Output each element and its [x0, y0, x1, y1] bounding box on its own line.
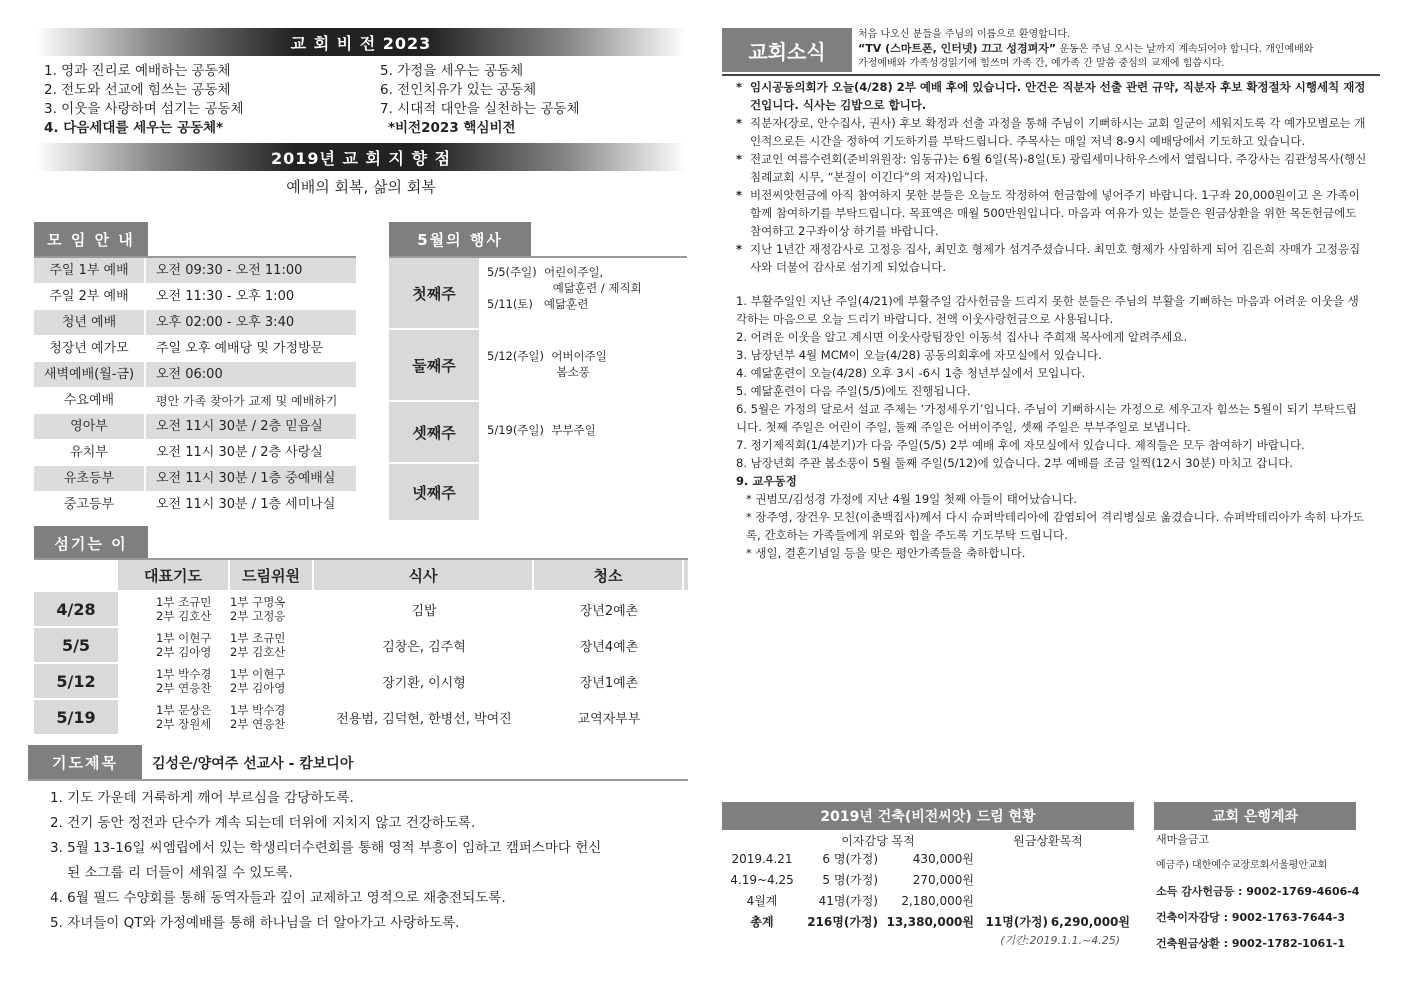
- meeting-name: 유치부: [34, 440, 146, 465]
- vision-list-right: [380, 62, 680, 138]
- meeting-row: [34, 388, 356, 414]
- servers-clean: 교역자부부: [577, 711, 641, 727]
- events-title: [389, 222, 531, 256]
- news-text: 전교인 여름수련회(준비위원장: 임동규)는 6월 6일(목)-8일(토) 광림세미나하우스에서 열립니다. 주강사는 김관성목사(행신침례교회 시무, “본질이 이긴다”의 저자)입니다.: [750, 152, 1367, 184]
- servers-header-cell: 대표기도: [118, 560, 230, 590]
- servers-header-cell: 식사: [314, 560, 534, 590]
- direction-title: [36, 143, 686, 171]
- building-row: [722, 869, 1134, 890]
- meeting-name: 청장년 예가모: [34, 336, 146, 361]
- prayer-item: 5. 자녀들이 QT와 가정예배를 통해 하나님을 더 알아가고 사랑하도록.: [50, 915, 460, 931]
- vision-title: [36, 28, 686, 56]
- servers-dream: [230, 592, 314, 626]
- news-num-item: 9. 교우동정: [736, 474, 797, 488]
- news-text: 임시공동의회가 오늘(4/28) 2부 예배 후에 있습니다. 안건은 직분자 선출 관련 규약, 직분자 후보 확정절차 시행세칙 재정 건입니다. 식사는 김밥으로 합니다.: [750, 80, 1366, 112]
- news-num-item: 3. 남장년부 4월 MCM이 오늘(4/28) 공동의회후에 자모실에서 있습니다.: [736, 348, 1102, 362]
- vision-title-text: 교 회 비 전 2023: [290, 33, 432, 53]
- event-week: 넷째주: [389, 464, 479, 520]
- meeting-name: 중고등부: [34, 492, 146, 517]
- event-row: [389, 464, 687, 520]
- news-rule: [722, 74, 1380, 76]
- meeting-time: 오전 11시 30분 / 2층 믿음실: [146, 414, 356, 439]
- bank-info: [1156, 827, 1376, 957]
- building-period: (기간:2019.1.1.~4.25): [1000, 934, 1120, 947]
- servers-dream: [230, 700, 314, 734]
- meetings-title: [34, 222, 148, 256]
- meeting-name: 청년 예배: [34, 310, 146, 335]
- bank-line: 건축원금상환 : 9002-1782-1061-1: [1156, 937, 1346, 950]
- prayer-item: 3. 5월 13-16일 씨엠립에서 있는 학생리더수련회를 통해 영적 부흥이 임하고 캠퍼스마다 헌신: [50, 840, 602, 856]
- prayer-item: 2. 건기 동안 정전과 단수가 계속 되는데 더위에 지치지 않고 건강하도록.: [50, 815, 476, 831]
- meeting-row: [34, 440, 356, 466]
- servers-name: 1부 조규민: [230, 631, 286, 645]
- meeting-time: 오전 11시 30분 / 1층 세미나실: [156, 497, 336, 512]
- servers-dream: [230, 664, 314, 698]
- welcome-slogan: “TV (스마트폰, 인터넷) 끄고 성경펴자”: [858, 42, 1057, 55]
- prayer-item: 4. 6월 필드 수양회를 통해 동역자들과 깊이 교제하고 영적으로 재충전되도록.: [50, 890, 506, 906]
- prayer-list: [50, 786, 680, 936]
- meeting-row: [34, 492, 356, 518]
- welcome-line: [858, 42, 1372, 57]
- building-total-row: [722, 911, 1134, 932]
- servers-name: 1부 이현구: [156, 631, 212, 645]
- building-header-cell: 원금상환목적: [1013, 833, 1083, 848]
- servers-prayer: [118, 700, 230, 734]
- news-num-item: 8. 남장년회 주관 봄소풍이 5월 둘째 주일(5/12)에 있습니다. 2부 예배를 조금 일찍(12시 30분) 마치고 갑니다.: [736, 456, 1294, 470]
- servers-clean: 장년2예촌: [579, 603, 639, 619]
- news-star-item: * 전교인 여름수련회(준비위원장: 임동규)는 6월 6일(목)-8일(토) 광림세미나하우스에서 열립니다. 주강사는 김관성목사(행신침례교회 시무, “본질이 이긴다”의 저자)입니다.: [736, 152, 1367, 184]
- servers-meal: 김창은, 김주혁: [382, 639, 466, 655]
- vision-item: 2. 전도와 선교에 힘쓰는 공동체: [44, 82, 231, 98]
- event-week: 둘째주: [389, 330, 479, 400]
- bank-line: 예금주) 대한예수교장로회서울평안교회: [1156, 860, 1328, 871]
- servers-row: [34, 592, 688, 626]
- servers-name: 2부 고정응: [230, 609, 286, 623]
- news-num-item: 1. 부활주일인 지난 주일(4/21)에 부활주일 감사헌금을 드리지 못한 분들은 주님의 부활을 기뻐하는 마음과 어려운 이웃을 생각하는 마음으로 오늘 드리기 바랍니다. 전액 이웃사랑헌금으로 사용됩니다.: [736, 294, 1359, 326]
- bank-line: 새마을금고: [1156, 833, 1210, 846]
- news-num-item: 5. 예닮훈련이 다음 주일(5/5)에도 진행됩니다.: [736, 384, 971, 398]
- building-cell: 6 명(가정): [822, 852, 878, 866]
- building-cell: 총계: [750, 915, 774, 929]
- meeting-row: [34, 310, 356, 336]
- event-row: [389, 258, 687, 328]
- meeting-name: 주일 1부 예배: [34, 258, 146, 283]
- meeting-row: [34, 258, 356, 284]
- news-num-item: 7. 정기제직회(1/4분기)가 다음 주일(5/5) 2부 예배 후에 자모실에서 있습니다. 제직들은 모두 참여하기 바랍니다.: [736, 438, 1305, 452]
- news-body: [736, 78, 1368, 562]
- meeting-name: 수요예배: [34, 388, 146, 413]
- meeting-time: 오후 02:00 - 오후 3:40: [146, 310, 356, 335]
- event-desc: [479, 464, 487, 520]
- prayer-subject: 김성은/양여주 선교사 - 캄보디아: [152, 756, 354, 772]
- servers-name: 1부 박수경: [230, 703, 286, 717]
- meetings-title-text: 모 임 안 내: [47, 230, 135, 249]
- servers-name: 2부 장원세: [156, 717, 212, 731]
- building-cell: 13,380,000원: [886, 915, 974, 929]
- building-cell: 11명(가정): [985, 915, 1048, 929]
- meetings-table: [34, 256, 356, 518]
- building-cell: 2,180,000원: [901, 894, 974, 908]
- building-row: [722, 890, 1134, 911]
- news-text: 지난 1년간 재정감사로 고정응 집사, 최민호 형제가 섬겨주셨습니다. 최민호 형제가 사임하게 되어 김은희 자매가 고정응집사와 더불어 감사로 섬기게 되었습니다.: [750, 242, 1361, 274]
- prayer-rule: [28, 779, 688, 781]
- servers-title-text: 섬기는 이: [54, 534, 128, 553]
- servers-header-cell: [34, 560, 118, 590]
- news-num-item: 4. 예닮훈련이 오늘(4/28) 오후 3시 -6시 1층 청년부실에서 모입니다.: [736, 366, 1086, 380]
- bank-title-text: 교회 은행계좌: [1211, 809, 1299, 825]
- building-title-text: 2019년 건축(비전씨앗) 드림 현황: [820, 809, 1036, 825]
- servers-table: [34, 558, 688, 734]
- vision-list-left: [44, 62, 374, 138]
- news-text: 비전씨앗헌금에 아직 참여하지 못한 분들은 오늘도 작정하여 헌금함에 넣어주기 바랍니다. 1구좌 20,000원이고 온 가족이 함께 참여하기를 부탁드립니다. 목표액은 매월 500만원입니다. 마음과 여유가 있는 분들은 원금상환을 위한 목돈헌금에도 참여하고 2구좌이상 하기를 바랍니다.: [750, 188, 1360, 238]
- servers-prayer: [118, 628, 230, 662]
- servers-row: [34, 664, 688, 698]
- building-cell: 6,290,000원: [1050, 915, 1130, 929]
- meeting-time: 오전 11시 30분 / 1층 중예배실: [146, 466, 356, 491]
- vision-item: 5. 가정을 세우는 공동체: [380, 63, 524, 79]
- events-table: [389, 256, 687, 522]
- meeting-row: [34, 284, 356, 310]
- meeting-name: 영아부: [34, 414, 146, 439]
- meeting-row: [34, 336, 356, 362]
- building-cell: 216명(가정): [807, 915, 878, 929]
- building-table: [722, 832, 1134, 948]
- servers-name: 1부 이현구: [230, 667, 286, 681]
- meeting-row: [34, 414, 356, 440]
- meeting-name: 유초등부: [34, 466, 146, 491]
- welcome-text: 운동은 주님 오시는 날까지 계속되어야 합니다. 개인예배와: [1056, 44, 1314, 55]
- vision-item: 6. 전인치유가 있는 공동체: [380, 82, 537, 98]
- servers-date: 5/12: [34, 664, 118, 698]
- vision-note: *비전2023 핵심비전: [388, 120, 516, 136]
- news-title: [722, 28, 852, 72]
- prayer-item: 1. 기도 가운데 거룩하게 깨어 부르심을 감당하도록.: [50, 790, 354, 806]
- servers-name: 2부 김아영: [230, 681, 286, 695]
- servers-row: [34, 628, 688, 662]
- meeting-time: 오전 11시 30분 / 2층 사랑실: [156, 445, 323, 460]
- prayer-title: [28, 745, 142, 779]
- meeting-name: 주일 2부 예배: [34, 284, 146, 309]
- event-desc: 5/12(주일) 어버이주일 봄소풍: [487, 349, 607, 379]
- vision-item: 1. 영과 진리로 예배하는 공동체: [44, 63, 231, 79]
- building-header: [722, 832, 1134, 848]
- servers-name: 2부 연응찬: [156, 681, 212, 695]
- event-week: 첫째주: [389, 258, 479, 328]
- servers-prayer: [118, 664, 230, 698]
- news-star-item: * 직분자(장로, 안수집사, 권사) 후보 확정과 선출 과정을 통해 주님이 기뻐하시는 교회 일군이 세워지도록 각 예가모별로는 개인적으로든 시간을 정하여 기도하기를 부탁드립니다. 주목사는 매일 저녁 8-9시 예배당에서 기도하고 있습니다.: [736, 114, 1368, 150]
- servers-header-cell: 청소: [534, 560, 684, 590]
- vision-item-core: 4. 다음세대를 세우는 공동체*: [44, 120, 224, 136]
- servers-meal: 전용범, 김덕현, 한병선, 박여진: [336, 711, 512, 727]
- servers-date: 5/5: [34, 628, 118, 662]
- servers-clean: 장년1예촌: [579, 675, 639, 691]
- direction-title-text: 2019년 교 회 지 향 점: [270, 148, 452, 168]
- news-title-text: 교회소식: [748, 39, 826, 64]
- event-week: 셋째주: [389, 402, 479, 462]
- meeting-time: 주일 오후 예배당 및 가정방문: [156, 341, 324, 356]
- vision-item: 7. 시대적 대안을 실천하는 공동체: [380, 101, 580, 117]
- servers-date: 4/28: [34, 592, 118, 626]
- servers-name: 1부 조규민: [156, 595, 212, 609]
- news-num-item: 6. 5월은 가정의 달로서 설교 주제는 ‘가정세우기’입니다. 주님이 기뻐하시는 가정으로 세우고자 힘쓰는 5월이 되기 부탁드립니다. 첫째 주일은 어린이 주일, 둘째 주일은 어버이주일, 셋째 주일은 부부주일로 보냅니다.: [736, 402, 1357, 434]
- meeting-name: 새벽예배(월-금): [34, 362, 146, 387]
- servers-name: 2부 김호산: [156, 609, 212, 623]
- bank-line: 건축이자감당 : 9002-1763-7644-3: [1156, 911, 1346, 924]
- meeting-time: 오전 11:30 - 오후 1:00: [156, 289, 295, 304]
- building-title: [722, 802, 1134, 830]
- news-welcome: [858, 28, 1372, 71]
- servers-meal: 장기환, 이시형: [382, 675, 466, 691]
- vision-item: 3. 이웃을 사랑하며 섬기는 공동체: [44, 101, 244, 117]
- bank-line: 소득 감사헌금등 : 9002-1769-4606-4: [1156, 885, 1360, 898]
- servers-dream: [230, 628, 314, 662]
- servers-date: 5/19: [34, 700, 118, 734]
- building-header-cell: 이자감당 목적: [841, 833, 915, 848]
- servers-name: 2부 김아영: [156, 645, 212, 659]
- welcome-line: 처음 나오신 분들을 주님의 이름으로 환영합니다.: [858, 29, 1071, 40]
- meeting-row: [34, 466, 356, 492]
- meeting-time: 평안 가족 찾아가 교제 및 예배하기: [156, 394, 338, 408]
- building-cell: 5 명(가정): [822, 873, 878, 887]
- servers-meal: 김밥: [411, 603, 437, 619]
- servers-header-cell: 드림위원: [230, 560, 314, 590]
- servers-clean: 장년4예촌: [579, 639, 639, 655]
- building-cell: 4월계: [746, 894, 778, 908]
- servers-prayer: [118, 592, 230, 626]
- servers-name: 1부 문상은: [156, 703, 212, 717]
- event-desc: 5/19(주일) 부부주일: [487, 423, 596, 437]
- event-desc: 5/5(주일) 어린이주일, 예닮훈련 / 제직회 5/11(토) 예닮훈련: [487, 265, 642, 311]
- events-title-text: 5월의 행사: [417, 230, 503, 249]
- bank-title: [1154, 802, 1356, 830]
- prayer-item: 된 소그룹 리 더들이 세워질 수 있도록.: [50, 865, 293, 881]
- news-text: 직분자(장로, 안수집사, 권사) 후보 확정과 선출 과정을 통해 주님이 기뻐하시는 교회 일군이 세워지도록 각 예가모별로는 개인적으로든 시간을 정하여 기도하기를 부탁드립니다. 주목사는 매일 저녁 8-9시 예배당에서 기도하고 있습니다.: [750, 116, 1366, 148]
- event-row: [389, 402, 687, 462]
- building-row: [722, 848, 1134, 869]
- welcome-line: 가정예배와 가족성경읽기에 힘쓰며 가족 간, 예가족 간 말씀 중심의 교제에 힘씁시다.: [858, 58, 1225, 69]
- building-cell: 41명(가정): [818, 894, 878, 908]
- news-sub-item: * 생일, 결혼기념일 등을 맞은 평안가족들을 축하합니다.: [746, 546, 1026, 560]
- servers-name: 1부 구명옥: [230, 595, 286, 609]
- servers-title: [34, 526, 148, 560]
- news-sub-item: * 장주영, 장건우 모친(이춘백집사)께서 다시 슈퍼박테리아에 감염되어 격리병실로 옮겼습니다. 슈퍼박테리아가 속히 나가도록, 간호하는 가족들에게 위로와 힘을 주도록 기도부탁 드립니다.: [746, 510, 1364, 542]
- servers-row: [34, 700, 688, 734]
- meeting-row: [34, 362, 356, 388]
- news-num-item: 2. 어려운 이웃을 알고 계시면 이웃사랑팀장인 이동석 집사나 주희재 목사에게 알려주세요.: [736, 330, 1188, 344]
- building-cell: 430,000원: [912, 852, 974, 866]
- servers-header: [34, 560, 688, 590]
- servers-name: 2부 연응찬: [230, 717, 286, 731]
- building-cell: 2019.4.21: [731, 851, 793, 866]
- meeting-time: 오전 06:00: [146, 362, 356, 387]
- building-cell: 270,000원: [912, 873, 974, 887]
- meeting-time: 오전 09:30 - 오전 11:00: [146, 258, 356, 283]
- servers-name: 2부 김호산: [230, 645, 286, 659]
- news-star-item: * 비전씨앗헌금에 아직 참여하지 못한 분들은 오늘도 작정하여 헌금함에 넣어주기 바랍니다. 1구좌 20,000원이고 온 가족이 함께 참여하기를 부탁드립니다. 목표액은 매월 500만원입니다. 마음과 여유가 있는 분들은 원금상환을 위한 목돈헌금에도 참여하고 2구좌이상 하기를 바랍니다.: [736, 186, 1368, 240]
- news-star-item: * 임시공동의회가 오늘(4/28) 2부 예배 후에 있습니다. 안건은 직분자 선출 관련 규약, 직분자 후보 확정절차 시행세칙 재정 건입니다. 식사는 김밥으로 합니다.: [736, 78, 1368, 114]
- news-sub-item: * 권범모/김성경 가정에 지난 4월 19일 첫째 아들이 태어났습니다.: [746, 492, 1078, 506]
- direction-text: 예배의 회복, 삶의 회복: [286, 178, 436, 196]
- building-cell: 4.19~4.25: [730, 872, 794, 887]
- news-star-item: * 지난 1년간 재정감사로 고정응 집사, 최민호 형제가 섬겨주셨습니다. 최민호 형제가 사임하게 되어 김은희 자매가 고정응집사와 더불어 감사로 섬기게 되었습니다.: [736, 240, 1368, 276]
- event-row: [389, 330, 687, 400]
- prayer-title-text: 기도제목: [52, 753, 118, 772]
- servers-name: 1부 박수경: [156, 667, 212, 681]
